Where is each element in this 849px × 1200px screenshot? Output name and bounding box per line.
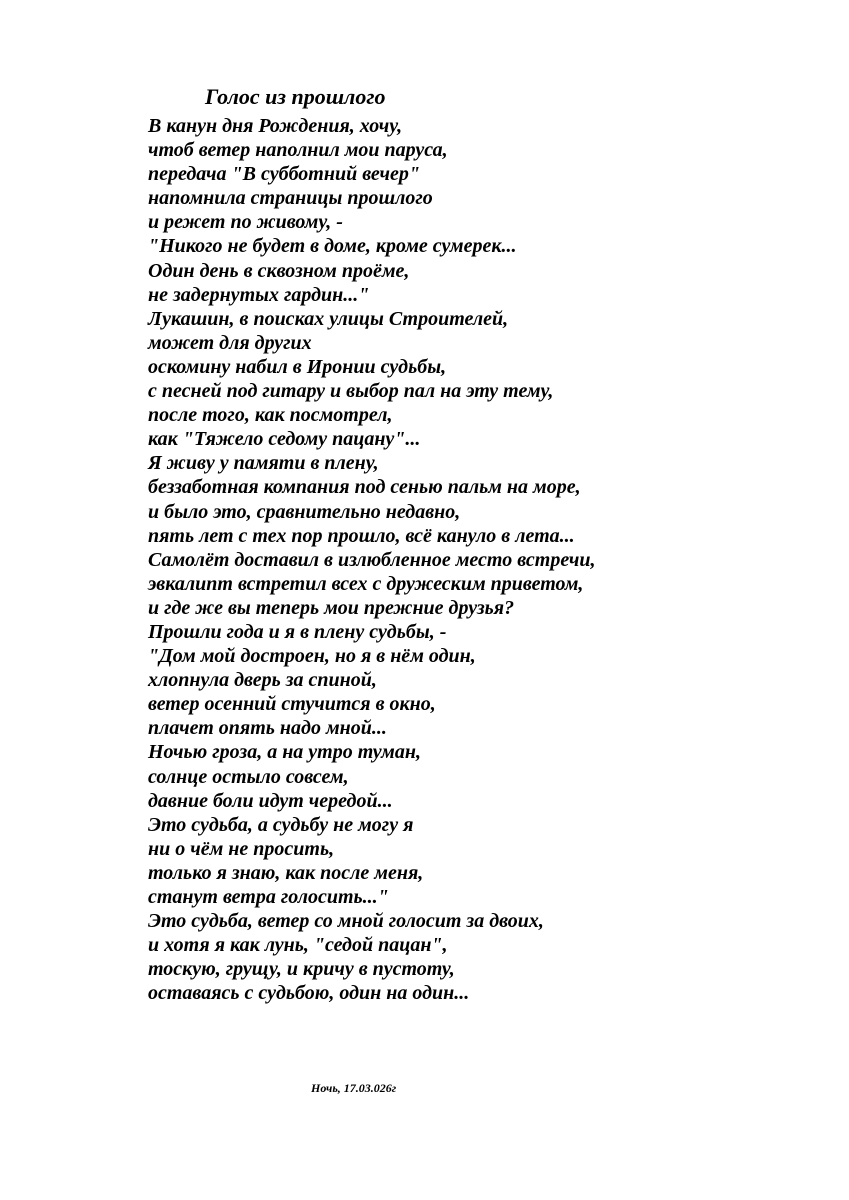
poem-line: Это судьба, ветер со мной голосит за двоих, [148, 910, 544, 933]
poem-line: "Дом мой достроен, но я в нём один, [148, 645, 476, 668]
poem-line: Лукашин, в поисках улицы Строителей, [148, 307, 509, 330]
poem-line: плачет опять надо мной... [148, 717, 387, 740]
poem-line: и режет по живому, - [148, 211, 343, 234]
poem-line: солнце остыло совсем, [148, 765, 349, 788]
poem-line: оскомину набил в Иронии судьбы, [148, 355, 447, 378]
poem-line: беззаботная компания под сенью пальм на море, [148, 476, 581, 499]
poem-line: с песней под гитару и выбор пал на эту тему, [148, 380, 554, 403]
poem-line: тоскую, грущу, и кричу в пустоту, [148, 958, 455, 981]
poem-line: может для других [148, 331, 312, 354]
poem-signature: Ночь, 17.03.026г [311, 1081, 397, 1095]
poem-line: Это судьба, а судьбу не могу я [148, 813, 414, 836]
poem-line: хлопнула дверь за спиной, [148, 669, 377, 692]
poem-body [148, 114, 596, 1005]
poem-line: чтоб ветер наполнил мои паруса, [148, 139, 448, 162]
poem-line: ветер осенний стучится в окно, [148, 693, 436, 716]
poem-line: станут ветра голосить..." [148, 886, 389, 908]
poem-line: ни о чём не просить, [148, 837, 335, 860]
poem-title: Голос из прошлого [205, 84, 386, 109]
poem-line: пять лет с тех пор прошло, всё кануло в лета... [148, 524, 575, 547]
poem-line: Я живу у памяти в плену, [148, 452, 379, 475]
poem-line: В канун дня Рождения, хочу, [148, 115, 403, 137]
poem-line: оставаясь с судьбою, один на один... [148, 982, 470, 1005]
poem-line: и хотя я как лунь, "седой пацан", [148, 934, 448, 957]
poem-line: и где же вы теперь мои прежние друзья? [148, 596, 515, 619]
poem-line: Ночью гроза, а на утро туман, [148, 741, 421, 764]
poem-line: и было это, сравнительно недавно, [148, 500, 461, 523]
poem-line: не задернутых гардин..." [148, 283, 370, 306]
poem-line: "Никого не будет в доме, кроме сумерек... [148, 235, 517, 258]
poem-line: Прошли года и я в плену судьбы, - [148, 620, 447, 643]
poem-line: эвкалипт встретил всех с дружеским приветом, [148, 572, 584, 595]
poem-line: после того, как посмотрел, [148, 404, 393, 427]
poem-line: только я знаю, как после меня, [148, 861, 424, 884]
poem-line: передача "В субботний вечер" [148, 163, 420, 186]
poem-line: Самолёт доставил в излюбленное место встречи, [148, 548, 596, 571]
poem-line: как "Тяжело седому пацану"... [148, 428, 421, 451]
poem-line: Один день в сквозном проёме, [148, 259, 410, 282]
poem-line: напомнила страницы прошлого [148, 187, 433, 210]
poem-line: давние боли идут чередой... [148, 789, 393, 812]
